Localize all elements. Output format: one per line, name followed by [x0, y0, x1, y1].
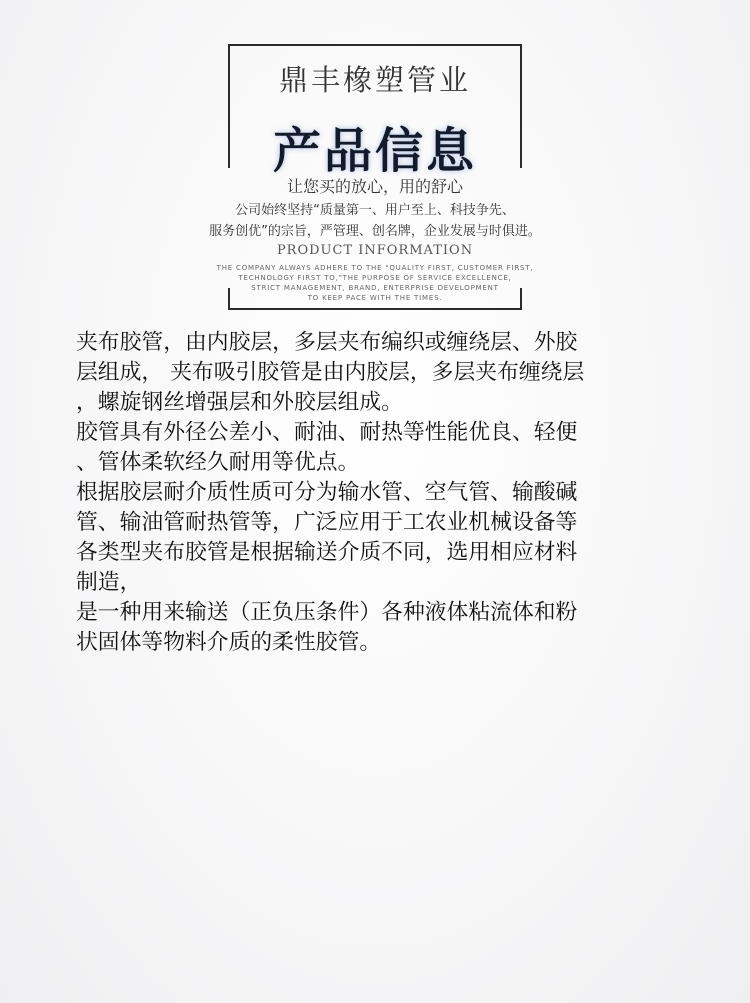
description-line: 胶管具有外径公差小、耐油、耐热等性能优良、轻便	[76, 420, 578, 445]
description-line: 各类型夹布胶管是根据输送介质不同，选用相应材料	[76, 540, 578, 565]
intro-line: 公司始终坚持“质量第一、用户至上、科技争先、	[235, 203, 515, 218]
description-line: 夹布胶管，由内胶层，多层夹布编织或缠绕层、外胶	[76, 330, 578, 355]
company-name: 鼎丰橡塑管业	[278, 63, 471, 97]
english-intro-line: TO KEEP PACE WITH THE TIMES.	[307, 294, 443, 302]
description-line: 管、输油管耐热管等，广泛应用于工农业机械设备等	[76, 510, 578, 535]
header-frame-top	[228, 44, 522, 46]
description-line: 制造，	[76, 570, 142, 595]
description-line: 根据胶层耐介质性质可分为输水管、空气管、输酸碱	[76, 480, 578, 505]
english-intro-line: STRICT MANAGEMENT, BRAND, ENTERPRISE DEVELOPMENT	[251, 284, 499, 292]
page-title: 产品信息	[272, 123, 477, 179]
header-frame-bottom	[228, 308, 522, 310]
description-line: 是一种用来输送（正负压条件）各种液体粘流体和粉	[76, 600, 578, 625]
description-line: 状固体等物料介质的柔性胶管。	[76, 630, 382, 655]
english-intro-line: THE COMPANY ALWAYS ADHERE TO THE "QUALITY FIRST, CUSTOMER FIRST,	[216, 264, 534, 272]
english-intro-line: TECHNOLOGY FIRST TO,"THE PURPOSE OF SERVICE EXCELLENCE,	[238, 274, 512, 282]
description-line: 层组成， 夹布吸引胶管是由内胶层，多层夹布缠绕层	[76, 360, 585, 385]
english-heading: PRODUCT INFORMATION	[276, 243, 474, 258]
product-description	[76, 328, 676, 658]
description-line: 、管体柔软经久耐用等优点。	[76, 450, 360, 475]
english-intro	[0, 263, 750, 303]
company-intro	[0, 200, 750, 242]
intro-line: 服务创优”的宗旨，严管理、创名牌，企业发展与时俱进。	[209, 224, 541, 239]
slogan: 让您买的放心，用的舒心	[286, 177, 463, 196]
description-line: ，螺旋钢丝增强层和外胶层组成。	[76, 390, 403, 415]
